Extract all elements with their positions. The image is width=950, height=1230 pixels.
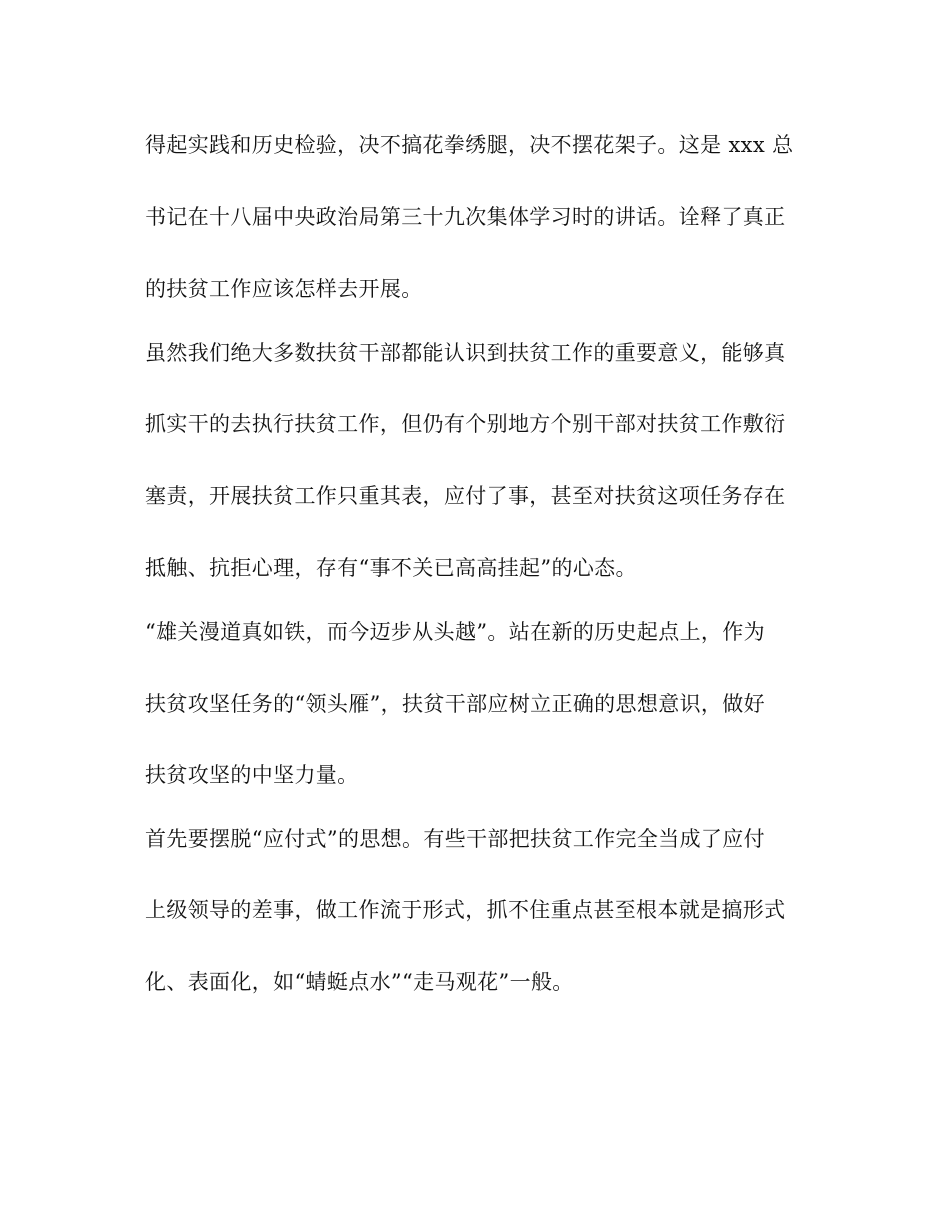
paragraph-3-line-3: 扶贫攻坚的中坚力量。: [145, 763, 359, 787]
paragraph-2-line-2: 抓实干的去执行扶贫工作，但仍有个别地方个别干部对扶贫工作敷衍: [145, 412, 786, 436]
paragraph-2-line-3: 塞责，开展扶贫工作只重其表，应付了事，甚至对扶贫这项任务存在: [145, 484, 786, 508]
paragraph-4-line-1: 首先要摆脱“应付式”的思想。有些干部把扶贫工作完全当成了应付: [145, 827, 765, 851]
paragraph-1-line-3: 的扶贫工作应该怎样去开展。: [145, 277, 423, 301]
paragraph-2-line-4: 抵触、抗拒心理，存有“事不关已高高挂起”的心态。: [145, 556, 637, 580]
paragraph-3-line-2: 扶贫攻坚任务的“领头雁”，扶贫干部应树立正确的思想意识，做好: [145, 692, 765, 716]
paragraph-2-line-1: 虽然我们绝大多数扶贫干部都能认识到扶贫工作的重要意义，能够真: [145, 341, 786, 365]
paragraph-4-line-2: 上级领导的差事，做工作流于形式，抓不住重点甚至根本就是搞形式: [145, 898, 786, 922]
paragraph-4-line-3: 化、表面化，如“蜻蜓点水”“走马观花”一般。: [145, 970, 574, 994]
paragraph-1-line-1: 得起实践和历史检验，决不搞花拳绣腿，决不摆花架子。这是 xxx 总: [145, 133, 794, 157]
paragraph-3-line-1: “雄关漫道真如铁，而今迈步从头越”。站在新的历史起点上，作为: [145, 620, 765, 644]
paragraph-1-line-2: 书记在十八届中央政治局第三十九次集体学习时的讲话。诠释了真正: [145, 205, 786, 229]
